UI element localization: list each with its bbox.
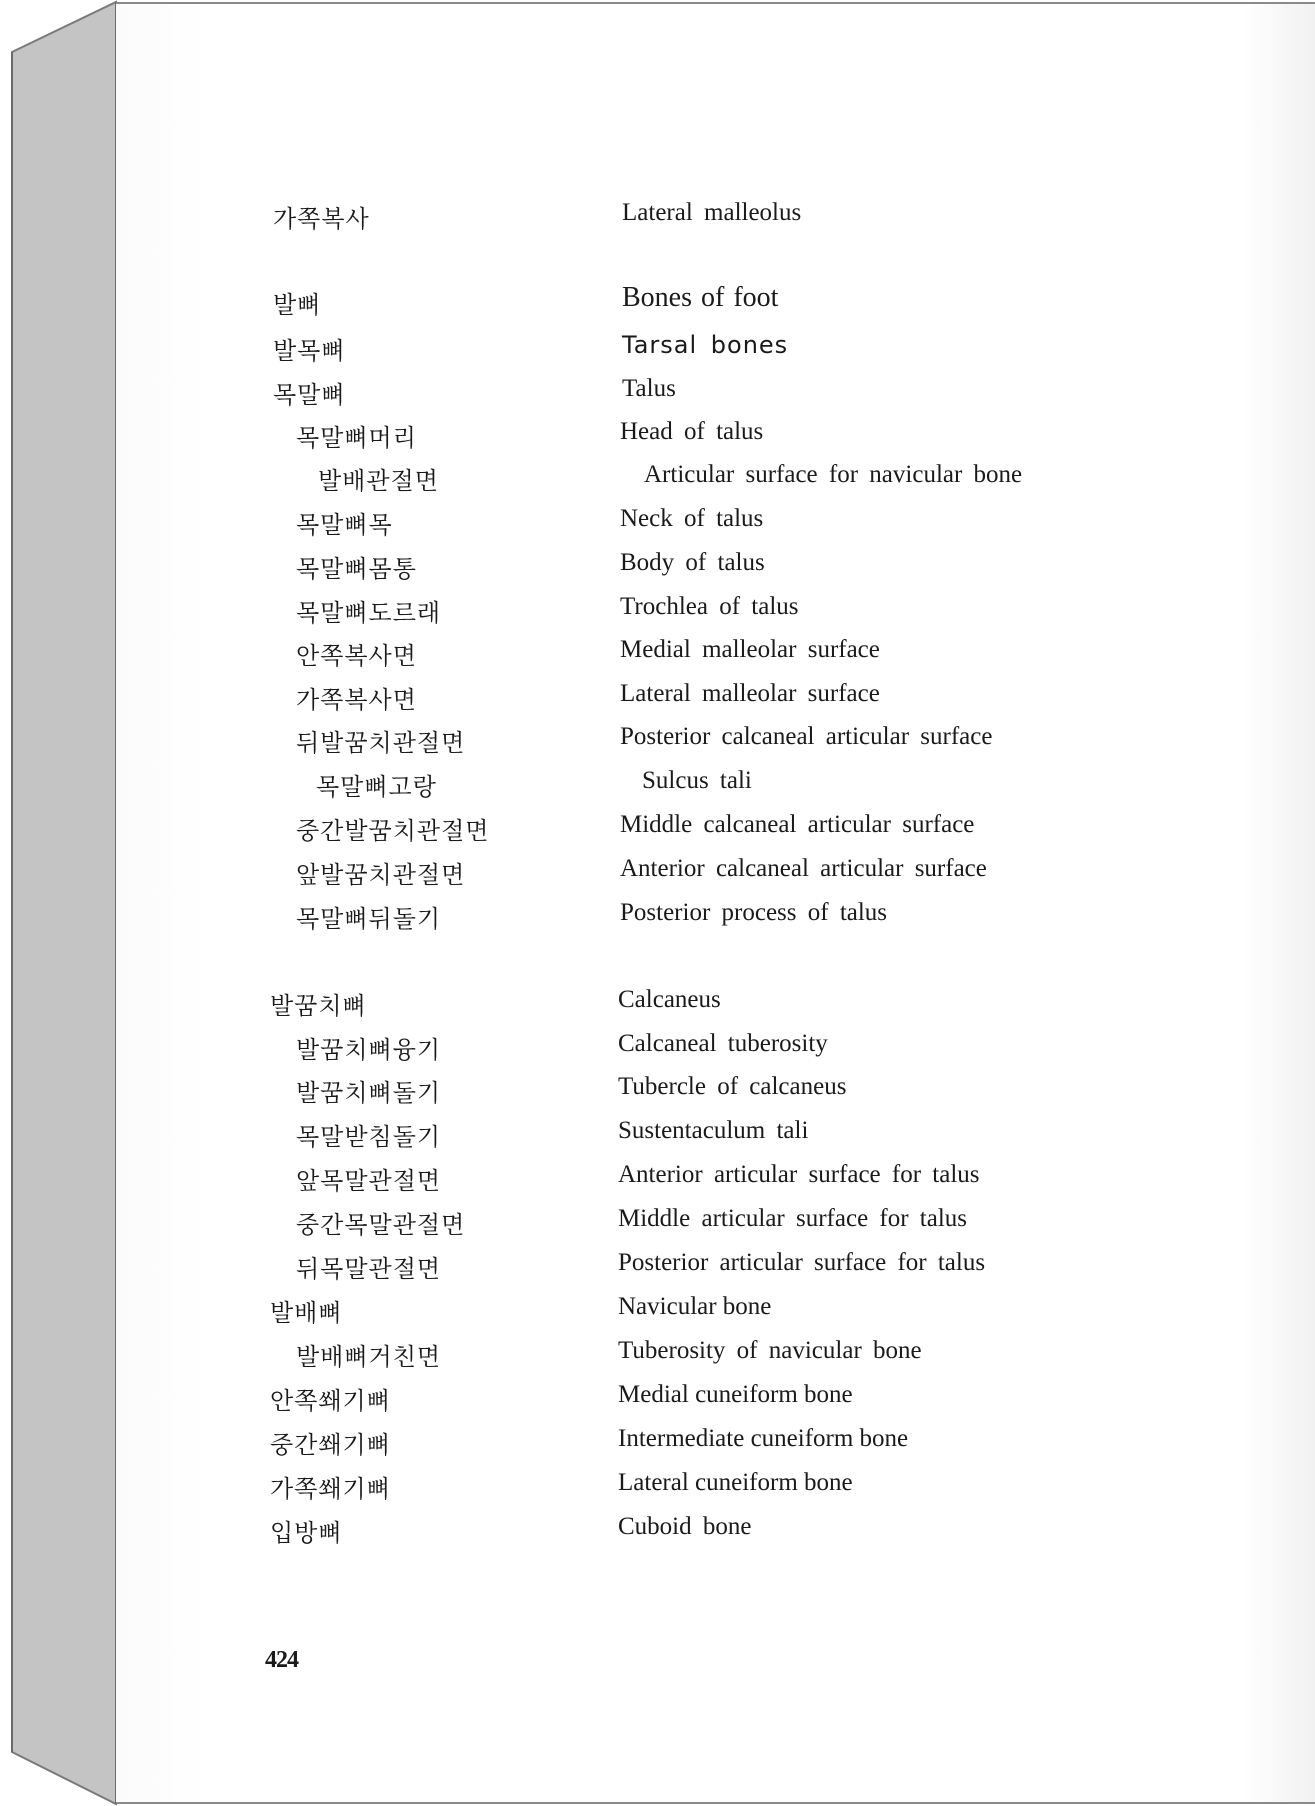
korean-term: 목말뼈 xyxy=(273,381,346,409)
korean-term: 목말뼈도르래 xyxy=(296,599,442,627)
korean-term: 목말뼈몸통 xyxy=(296,555,417,583)
korean-term: 뒤목말관절면 xyxy=(296,1255,442,1283)
glossary-row xyxy=(0,680,1315,720)
english-term: Body of talus xyxy=(620,549,765,576)
korean-term: 발뼈 xyxy=(273,291,322,319)
korean-term: 뒤발꿈치관절면 xyxy=(296,729,466,757)
glossary-row xyxy=(0,375,1315,415)
glossary-row xyxy=(0,1249,1315,1289)
korean-term: 가쪽복사 xyxy=(273,205,370,233)
english-term: Sulcus tali xyxy=(642,767,752,794)
glossary-row xyxy=(0,418,1315,458)
korean-term: 목말뼈뒤돌기 xyxy=(296,905,442,933)
korean-term: 발꿈치뼈융기 xyxy=(296,1036,442,1064)
korean-term: 목말받침돌기 xyxy=(296,1123,442,1151)
glossary-row xyxy=(0,1030,1315,1070)
glossary-row xyxy=(0,811,1315,851)
glossary-row xyxy=(0,986,1315,1026)
glossary-row xyxy=(0,1337,1315,1377)
english-term: Middle calcaneal articular surface xyxy=(620,811,975,838)
korean-term: 발배뼈거친면 xyxy=(296,1343,442,1371)
korean-term: 가쪽쐐기뼈 xyxy=(270,1475,391,1503)
korean-term: 발배관절면 xyxy=(318,467,439,495)
english-term: Tubercle of calcaneus xyxy=(618,1073,847,1100)
korean-term: 안쪽쐐기뼈 xyxy=(270,1387,391,1415)
english-term: Lateral cuneiform bone xyxy=(618,1469,853,1496)
glossary-row xyxy=(0,1469,1315,1509)
english-term: Anterior articular surface for talus xyxy=(618,1161,980,1188)
korean-term: 안쪽복사면 xyxy=(296,642,417,670)
english-term: Tuberosity of navicular bone xyxy=(618,1337,922,1364)
korean-term: 가쪽복사면 xyxy=(296,686,417,714)
english-term: Articular surface for navicular bone xyxy=(644,461,1023,488)
english-term: Medial cuneiform bone xyxy=(618,1381,853,1408)
glossary-row xyxy=(0,1381,1315,1421)
english-term: Lateral malleolus xyxy=(622,199,802,226)
glossary-row xyxy=(0,1161,1315,1201)
glossary-row xyxy=(0,1205,1315,1245)
korean-term: 중간목말관절면 xyxy=(296,1211,466,1239)
glossary-row xyxy=(0,1425,1315,1465)
english-term: Sustentaculum tali xyxy=(618,1117,809,1144)
glossary-row xyxy=(0,723,1315,763)
english-term: Navicular bone xyxy=(618,1293,772,1320)
english-term: Calcaneus xyxy=(618,986,721,1013)
glossary-row xyxy=(0,1513,1315,1553)
english-term: Talus xyxy=(622,375,676,402)
glossary-row xyxy=(0,505,1315,545)
glossary-row xyxy=(0,855,1315,895)
korean-term: 앞발꿈치관절면 xyxy=(296,861,466,889)
korean-term: 목말뼈머리 xyxy=(296,424,417,452)
korean-term: 중간쐐기뼈 xyxy=(270,1431,391,1459)
korean-term: 발배뼈 xyxy=(270,1299,343,1327)
korean-term: 발목뼈 xyxy=(273,337,346,365)
glossary-row xyxy=(0,767,1315,807)
korean-term: 발꿈치뼈 xyxy=(270,992,367,1020)
english-term: Cuboid bone xyxy=(618,1513,752,1540)
english-term: Middle articular surface for talus xyxy=(618,1205,968,1232)
korean-term: 중간발꿈치관절면 xyxy=(296,817,490,845)
korean-term: 앞목말관절면 xyxy=(296,1167,442,1195)
english-term: Anterior calcaneal articular surface xyxy=(620,855,987,882)
korean-term: 입방뼈 xyxy=(270,1519,343,1547)
glossary-row xyxy=(0,1073,1315,1113)
glossary-row xyxy=(0,549,1315,589)
glossary-row xyxy=(0,636,1315,676)
glossary-row xyxy=(0,1117,1315,1157)
korean-term: 목말뼈목 xyxy=(296,511,393,539)
english-term: Posterior calcaneal articular surface xyxy=(620,723,993,750)
korean-term: 발꿈치뼈돌기 xyxy=(296,1079,442,1107)
english-term: Intermediate cuneiform bone xyxy=(618,1425,909,1452)
glossary-row xyxy=(0,461,1315,501)
english-term: Trochlea of talus xyxy=(620,593,799,620)
english-term: Neck of talus xyxy=(620,505,764,532)
korean-term: 목말뼈고랑 xyxy=(316,773,437,801)
glossary-row xyxy=(0,331,1315,371)
english-term: Medial malleolar surface xyxy=(620,636,880,663)
glossary-row xyxy=(0,199,1315,239)
glossary-row xyxy=(0,899,1315,939)
english-term: Calcaneal tuberosity xyxy=(618,1030,828,1057)
glossary-row xyxy=(0,593,1315,633)
glossary-row xyxy=(0,1293,1315,1333)
page-number: 424 xyxy=(265,1647,298,1673)
english-term: Head of talus xyxy=(620,418,764,445)
english-term: Posterior process of talus xyxy=(620,899,888,926)
english-term: Lateral malleolar surface xyxy=(620,680,880,707)
english-term: Posterior articular surface for talus xyxy=(618,1249,986,1276)
english-term: Bones of foot xyxy=(622,282,779,313)
glossary-row xyxy=(0,282,1315,325)
english-term: Tarsal bones xyxy=(622,331,789,359)
